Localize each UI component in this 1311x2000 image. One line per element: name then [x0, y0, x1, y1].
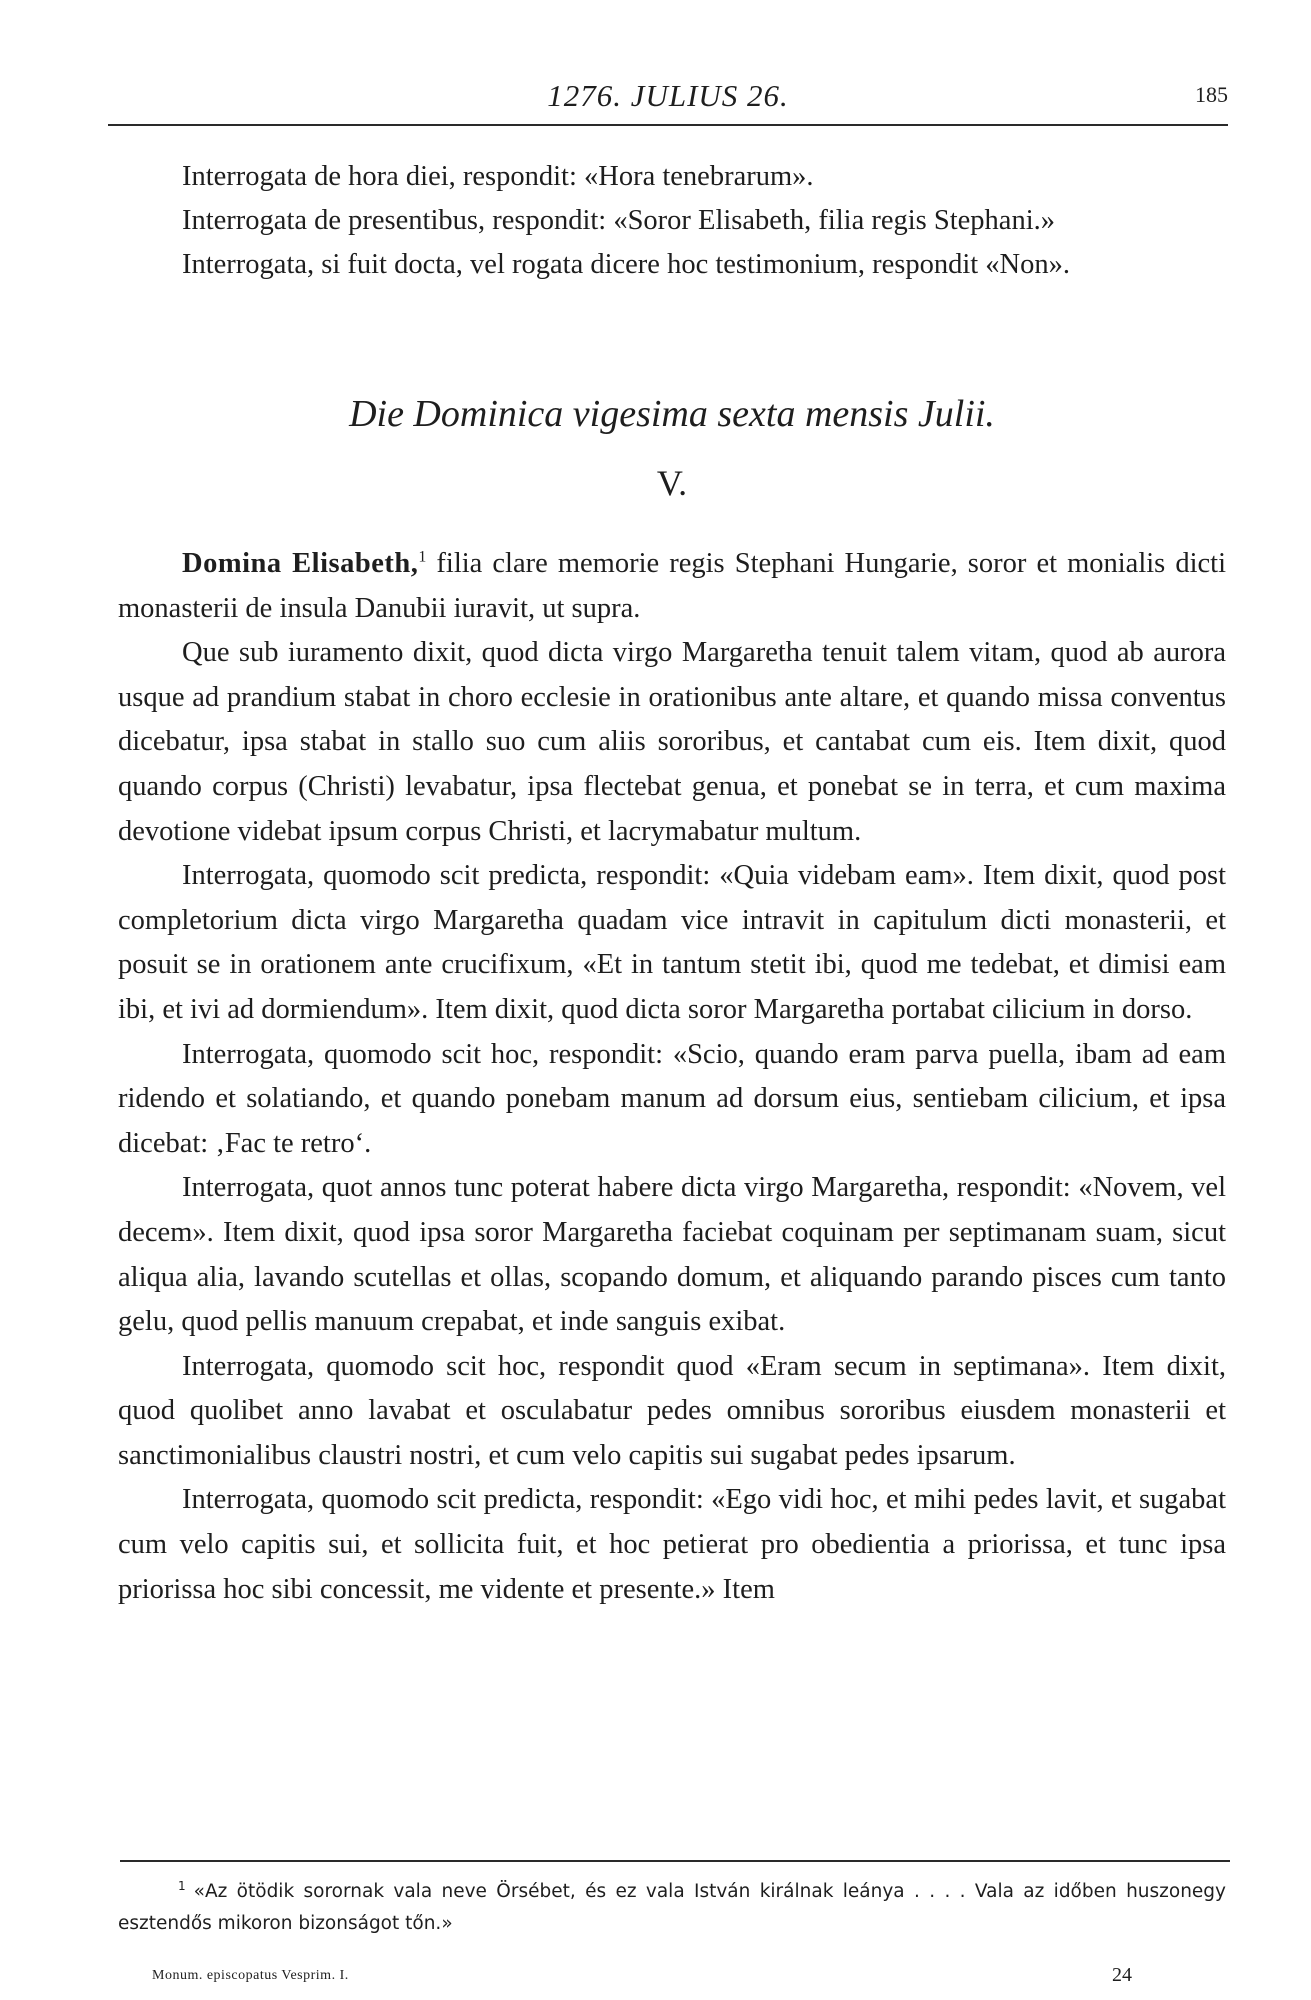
- running-head: [108, 78, 1228, 118]
- paragraph: Interrogata, quomodo scit predicta, respondit: «Quia videbam eam». Item dixit, quod post completorium dicta virgo Margaretha quadam vice intravit in capitulum dicti monasterii, et posuit se in orationem ante crucifixum, «Et in tantum stetit ibi, quod me tedebat, et dimisi eam ibi, et ivi ad dormiendum». Item dixit, quod dicta soror Margaretha portabat cilicium in dorso.: [118, 860, 1226, 1025]
- testimony-text: [118, 542, 1226, 1612]
- sheet-signature: Monum. episcopatus Vesprim. I.: [152, 1968, 349, 1983]
- running-head-date: 1276. JULIUS 26.: [547, 78, 789, 113]
- paragraph: Interrogata de presentibus, respondit: «Soror Elisabeth, filia regis Stephani.»: [182, 205, 1055, 236]
- footnote-reference: 1: [418, 548, 427, 566]
- paragraph: Interrogata, quomodo scit predicta, respondit: «Ego vidi hoc, et mihi pedes lavit, et sugabat cum velo capitis sui, et sollicita fuit, et hoc petierat pro obedientia a priorissa, et tunc ipsa priorissa hoc sibi concessit, me vidente et presente.» Item: [118, 1484, 1226, 1605]
- section-number: V.: [656, 463, 688, 503]
- witness-description: filia clare memorie regis Stephani Hungarie, soror et monialis dicti monasterii de insula Danubii iuravit, ut supra.: [118, 548, 1227, 624]
- witness-paragraph: [118, 542, 1226, 631]
- header-rule: [108, 124, 1228, 126]
- footnote-rule: [120, 1860, 1230, 1862]
- footnote-mark: 1: [178, 1878, 186, 1893]
- footnote-text: «Az ötödik sorornak vala neve Örsébet, és ez vala István királnak leánya . . . . Vala az időben huszonegy esztendős mikoron bizonságot tőn.»: [118, 1881, 1226, 1934]
- paragraph: Interrogata, quot annos tunc poterat habere dicta virgo Margaretha, respondit: «Novem, vel decem». Item dixit, quod ipsa soror Margaretha faciebat coquinam per septimanam suam, sicut aliqua alia, lavando scutellas et ollas, scopando domum, et aliquando parando pisces cum tanto gelu, quod pellis manuum crepabat, et inde sanguis exibat.: [118, 1172, 1226, 1338]
- witness-name: Domina Elisabeth,: [182, 548, 419, 579]
- intro-text: [118, 155, 1226, 287]
- footnote: [118, 1876, 1226, 1940]
- paragraph: Interrogata, si fuit docta, vel rogata dicere hoc testimonium, respondit «Non».: [182, 249, 1070, 280]
- page-number: 185: [1195, 82, 1228, 107]
- paragraph: Interrogata, quomodo scit hoc, respondit quod «Eram secum in septimana». Item dixit, quod quolibet anno lavabat et osculabatur pedes omnibus sororibus eiusdem monasterii et sanctimonialibus claustri nostri, et cum velo capitis sui sugabat pedes ipsarum.: [118, 1350, 1226, 1471]
- section-heading: Die Dominica vigesima sexta mensis Julii.: [349, 393, 995, 435]
- sheet-number: 24: [1112, 1964, 1132, 1986]
- paragraph: Que sub iuramento dixit, quod dicta virgo Margaretha tenuit talem vitam, quod ab aurora usque ad prandium stabat in choro ecclesie in orationibus ante altare, et quando missa conventus dicebatur, ipsa stabat in stallo suo cum aliis sororibus, et cantabat cum eis. Item dixit, quod quando corpus (Christi) levabatur, ipsa flectebat genua, et ponebat se in terra, et cum maxima devotione videbat ipsum corpus Christi, et lacrymabatur multum.: [118, 637, 1226, 847]
- paragraph: Interrogata de hora diei, respondit: «Hora tenebrarum».: [182, 161, 814, 192]
- paragraph: Interrogata, quomodo scit hoc, respondit: «Scio, quando eram parva puella, ibam ad eam ridendo et solatiando, et quando ponebam manum ad dorsum eius, sentiebam cilicium, et ipsa dicebat: ‚Fac te retro‘.: [118, 1038, 1226, 1159]
